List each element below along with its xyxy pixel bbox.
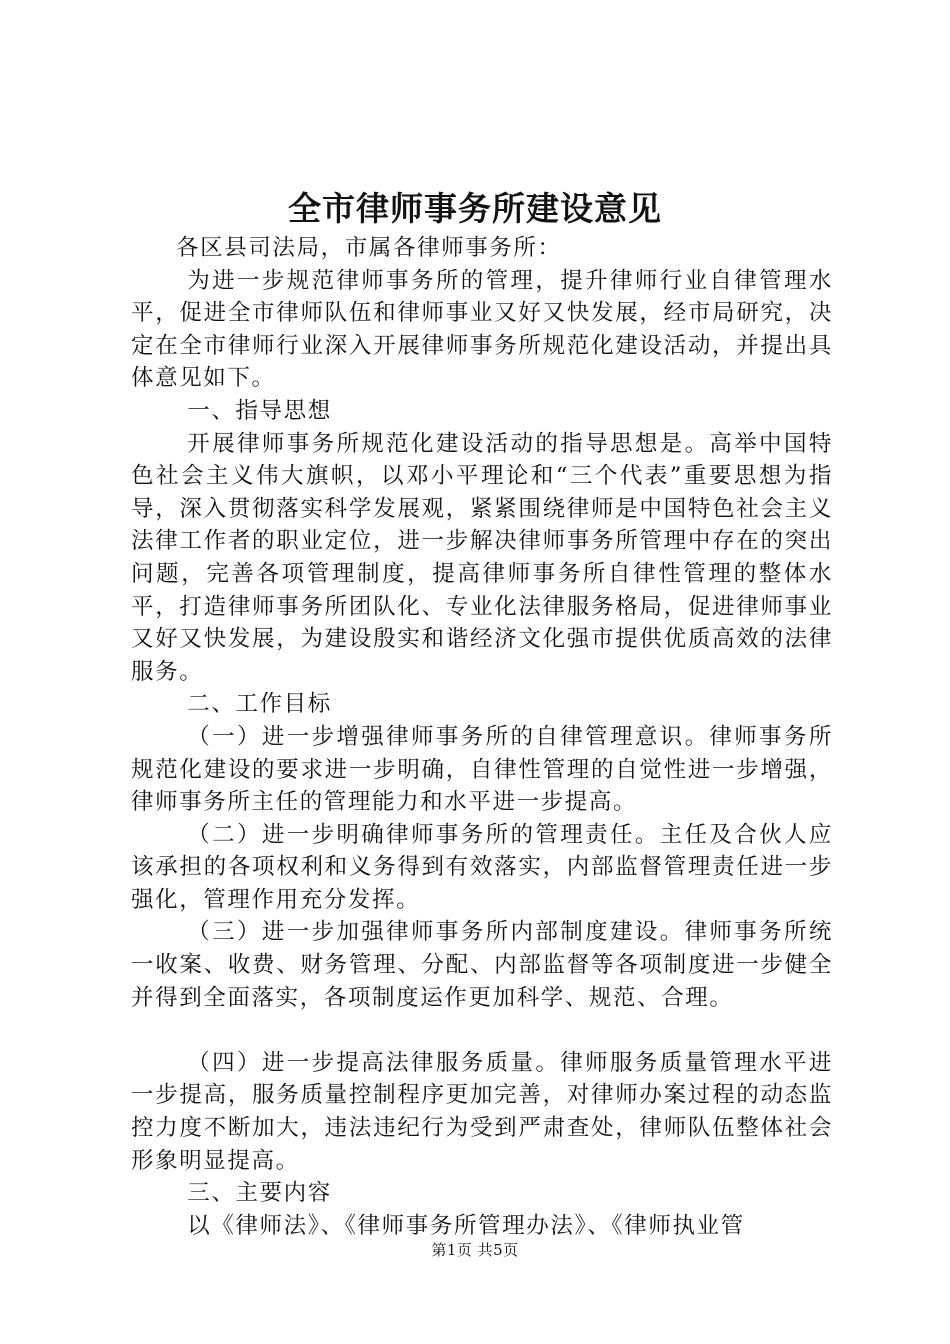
intro-paragraph: 为进一步规范律师事务所的管理，提升律师行业自律管理水平，促进全市律师队伍和律师事业又好又快发展，经市局研究，决定在全市律师行业深入开展律师事务所规范化建设活动，并提出具体意见如下。 [131,267,833,392]
section-heading-guiding-thought: 一、指导思想 [187,397,332,424]
blank-line [131,1014,833,1047]
section-heading-work-goals: 二、工作目标 [187,691,332,718]
document-title: 全市律师事务所建设意见 [288,189,662,228]
document-body [131,232,833,1242]
goal-item-3: （三）进一步加强律师事务所内部制度建设。律师事务所统一收案、收费、财务管理、分配、内部监督等各项制度进一步健全并得到全面落实，各项制度运作更加科学、规范、合理。 [131,919,833,1011]
goal-item-1: （一）进一步增强律师事务所的自律管理意识。律师事务所规范化建设的要求进一步明确，自律性管理的自觉性进一步增强，律师事务所主任的管理能力和水平进一步提高。 [131,723,833,816]
goal-item-4: （四）进一步提高法律服务质量。律师服务质量管理水平进一步提高，服务质量控制程序更加完善，对律师办案过程的动态监控力度不断加大，违法违纪行为受到严肃查处，律师队伍整体社会形象明显提高。 [131,1049,833,1174]
page-footer: 第1页 共5页 [431,1241,519,1259]
goal-item-2: （二）进一步明确律师事务所的管理责任。主任及合伙人应该承担的各项权利和义务得到有效落实，内部监督管理责任进一步强化，管理作用充分发挥。 [131,821,833,913]
main-content-paragraph: 以《律师法》、《律师事务所管理办法》、《律师执业管 [187,1212,745,1239]
salutation: 各区县司法局，市属各律师事务所： [176,235,562,261]
guiding-thought-paragraph: 开展律师事务所规范化建设活动的指导思想是。高举中国特色社会主义伟大旗帜，以邓小平理论和“三个代表”重要思想为指导，深入贯彻落实科学发展观，紧紧围绕律师是中国特色社会主义法律工作者的职业定位，进一步解决律师事务所管理中存在的突出问题，完善各项管理制度，提高律师事务所自律性管理的整体水平，打造律师事务所团队化、专业化法律服务格局，促进律师事业又好又快发展，为建设殷实和谐经济文化强市提供优质高效的法律服务。 [131,430,833,685]
section-heading-main-content: 三、主要内容 [187,1180,332,1207]
